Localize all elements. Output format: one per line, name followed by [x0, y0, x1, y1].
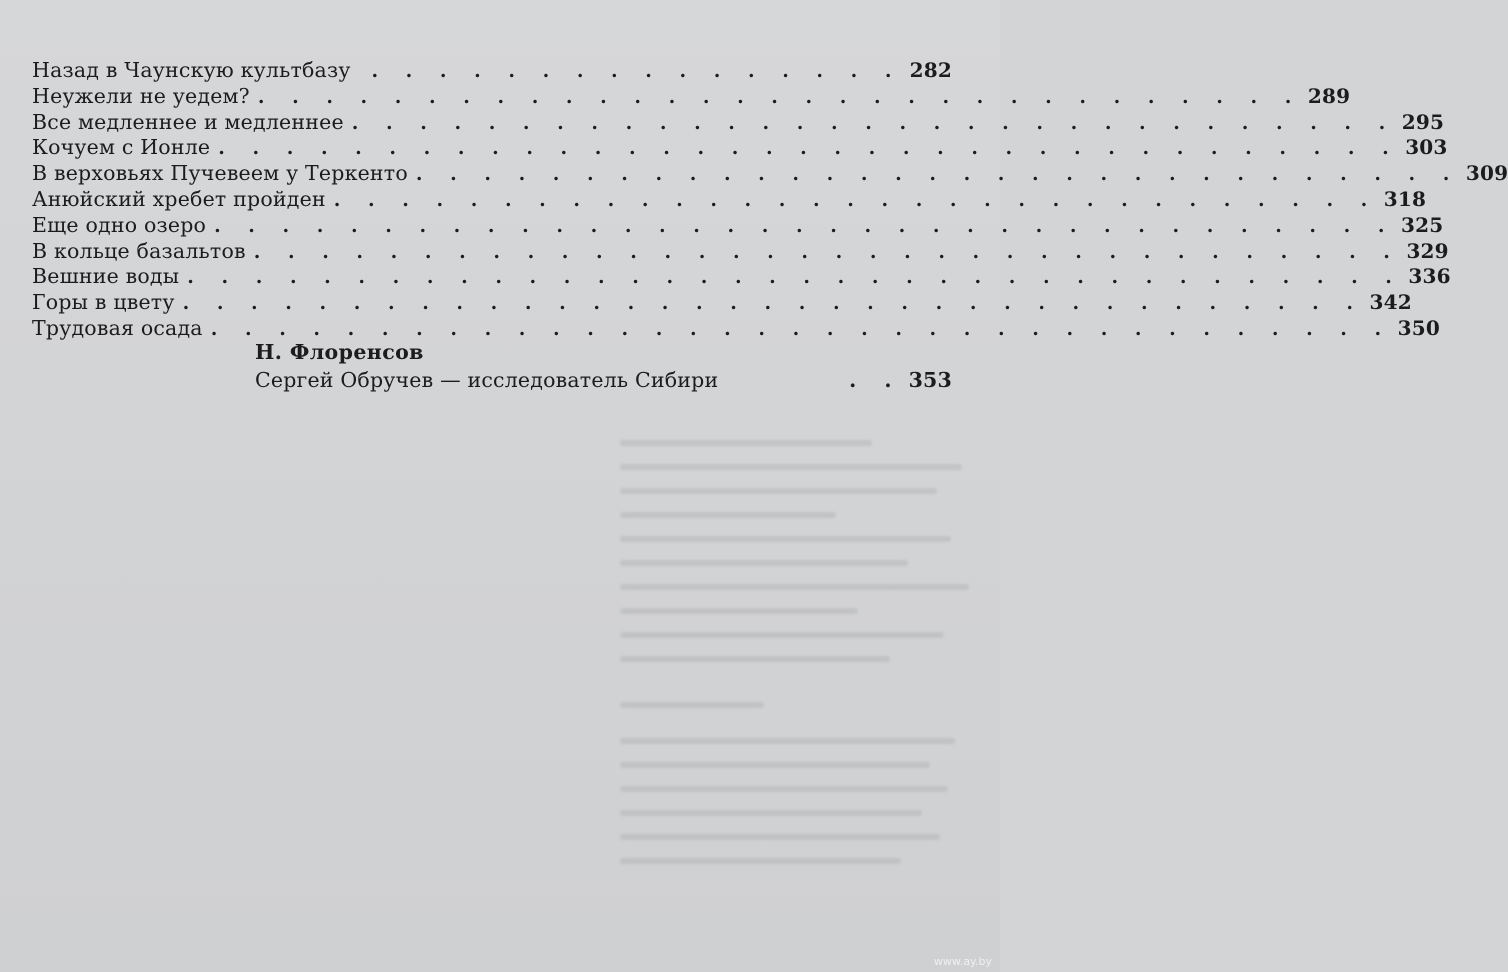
toc-entry-title: Вешние воды: [32, 264, 180, 289]
leader-dots: . . . . . . . . . . . . . . . . . . . . . . . . . . . . . . . . . . .: [214, 214, 1395, 237]
toc-entry-title: Кочуем с Ионле: [32, 135, 211, 160]
toc-entry-page: 318: [1383, 186, 1427, 211]
table-of-contents: [32, 58, 1508, 342]
toc-entry-title: Горы в цвету: [32, 290, 175, 315]
leader-dots: . . . . . . . . . . . . . . . . . . . . . . . . . . . . . . . . . . .: [218, 137, 1400, 160]
leader-dots: . . . . . . . . . . . . . . . . . . . . . . . . . . . . . . . . . . .: [210, 317, 1392, 340]
toc-entry-title: В кольце базальтов: [32, 238, 246, 263]
afterword-entry: [255, 368, 952, 392]
toc-entry-page: 350: [1397, 315, 1441, 340]
toc-entry: [32, 161, 1508, 187]
toc-entry: [32, 58, 952, 84]
toc-entry: [32, 109, 1445, 136]
bleed-through-text: [620, 440, 980, 882]
leader-dots: . . . . . . . . . . . . . . . .: [371, 60, 902, 82]
toc-entry: [32, 212, 1444, 239]
toc-entry: [32, 264, 1451, 290]
leader-dots: . . . . . . . . . . . . . . . . . . . . . . . . . . . . . . .: [257, 85, 1302, 108]
toc-entry: [32, 315, 1441, 342]
toc-entry: [32, 135, 1448, 161]
toc-entry-page: 303: [1405, 135, 1448, 160]
toc-entry-title: Анюйский хребет пройден: [32, 186, 326, 211]
toc-entry-page: 325: [1401, 212, 1444, 237]
leader-dots: . . . . . . . . . . . . . . . . . . . . . . . . . . . . . . .: [333, 188, 1378, 211]
toc-entry: [32, 290, 1412, 316]
toc-entry-page: 329: [1406, 238, 1449, 263]
toc-entry-title: Назад в Чаунскую культбазу: [32, 58, 351, 82]
toc-entry: [32, 238, 1449, 265]
toc-entry-title: Неужели не уедем?: [32, 83, 250, 108]
toc-entry: [32, 83, 1351, 110]
toc-entry-page: 309: [1465, 161, 1508, 186]
toc-entry-page: 342: [1369, 290, 1412, 315]
toc-entry-page: 289: [1307, 83, 1351, 108]
toc-entry-title: В верховьях Пучевеем у Теркенто: [32, 161, 408, 186]
leader-dots: . .: [849, 368, 902, 392]
toc-entry: [32, 186, 1427, 213]
leader-dots: . . . . . . . . . . . . . . . . . . . . . . . . . . . . . . . . . .: [253, 240, 1401, 263]
afterword-author: Н. Флоренсов: [255, 340, 424, 364]
watermark: www.ay.by: [933, 955, 992, 968]
afterword-title: Сергей Обручев — исследователь Сибири: [255, 368, 719, 392]
toc-entry-title: Все медленнее и медленнее: [32, 109, 344, 134]
toc-entry-title: Еще одно озеро: [32, 212, 207, 237]
toc-entry-page: 336: [1408, 264, 1451, 289]
leader-dots: . . . . . . . . . . . . . . . . . . . . . . . . . . . . . . .: [415, 163, 1460, 186]
leader-dots: . . . . . . . . . . . . . . . . . . . . . . . . . . . . . . .: [351, 111, 1396, 134]
afterword-page: 353: [908, 368, 952, 392]
leader-dots: . . . . . . . . . . . . . . . . . . . . . . . . . . . . . . . . . . . .: [187, 266, 1403, 289]
leader-dots: . . . . . . . . . . . . . . . . . . . . . . . . . . . . . . . . . . .: [182, 292, 1364, 315]
toc-entry-title: Трудовая осада: [32, 315, 203, 340]
toc-entry-page: 295: [1401, 109, 1445, 134]
toc-entry-page: 282: [909, 58, 952, 82]
